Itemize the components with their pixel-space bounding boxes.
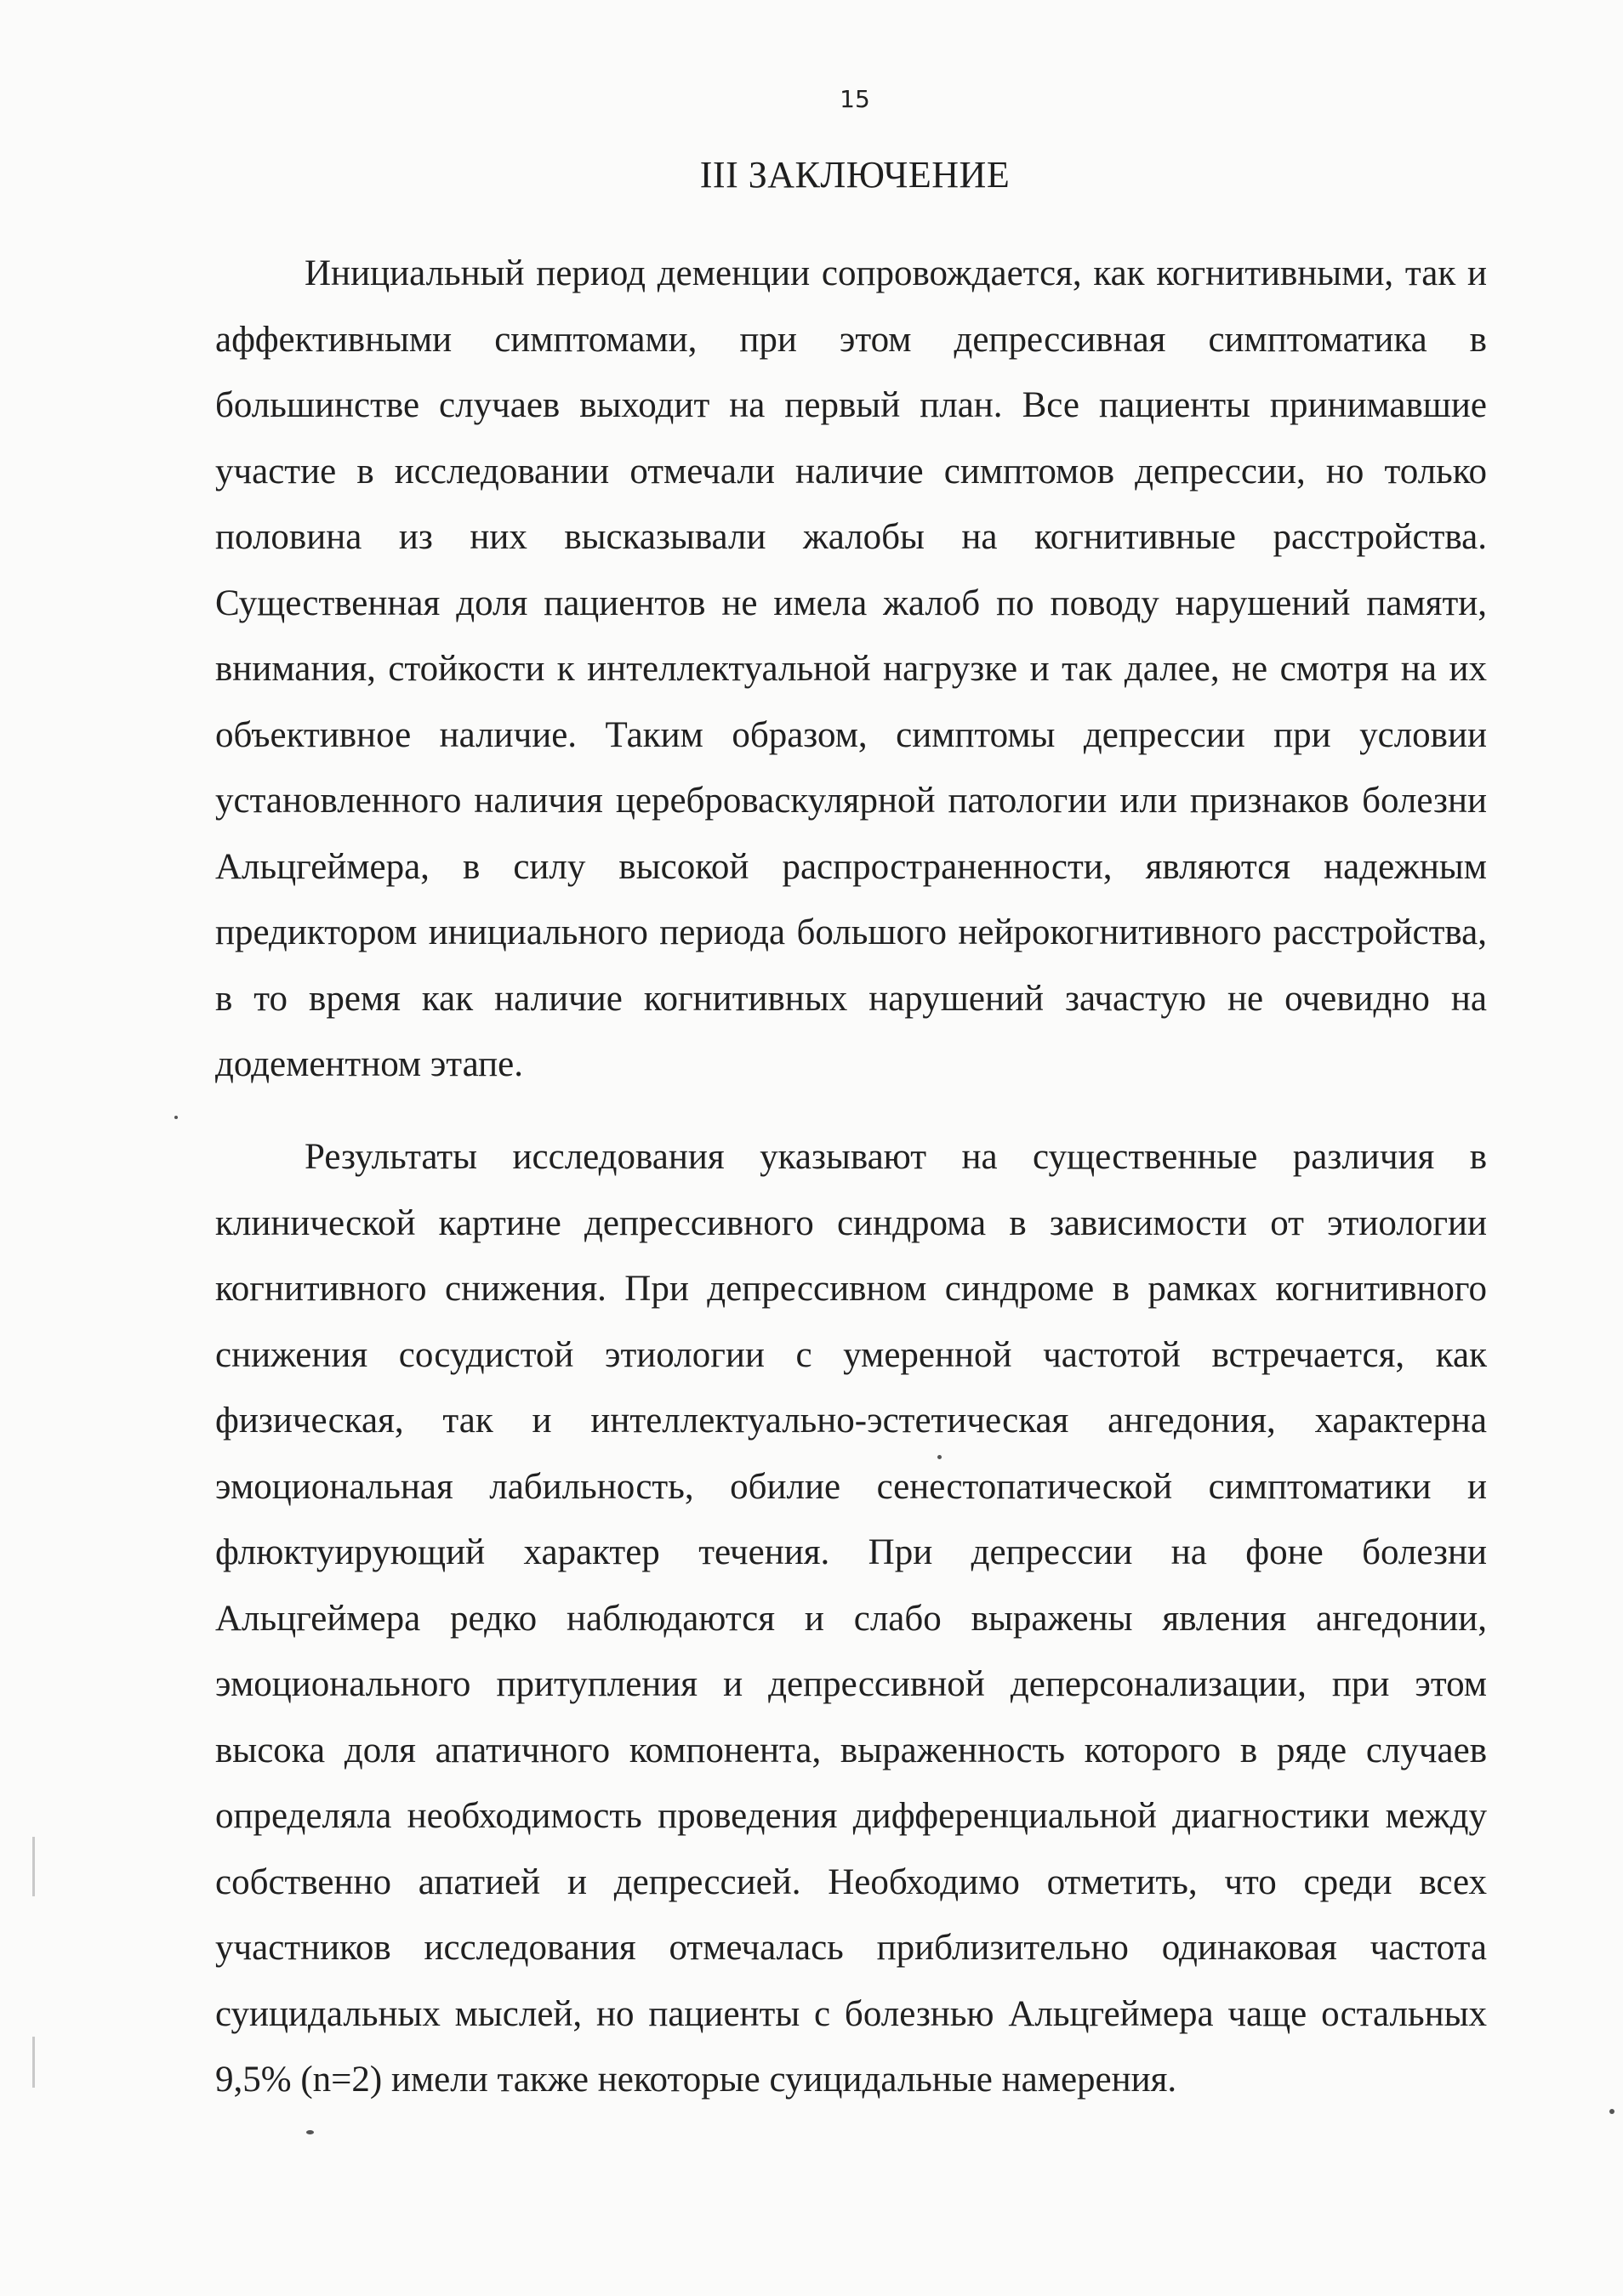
section-heading: III ЗАКЛЮЧЕНИЕ	[699, 154, 1011, 196]
scan-edge-mark	[32, 1837, 35, 1896]
scan-speck	[174, 1116, 178, 1119]
paragraph-2-text: Результаты исследования указывают на существенные различия в клинической картине депрессивного синдрома в зависимости от этиологии когнитивного снижения. При депрессивном синдроме в рамках когнитивного снижения сосудистой этиологии с умеренной частотой встречается, как физическая, так и интеллектуально-эстетическая ангедония, характерна эмоциональная лабильность, обилие сенестопатической симптоматики и флюктуирующий характер течения. При депрессии на фоне болезни Альцгеймера редко наблюдаются и слабо выражены явления ангедонии, эмоционального притупления и депрессивной деперсонализации, при этом высока доля апатичного компонента, выраженность которого в ряде случаев определяла необходимость проведения дифференциальной диагностики между собственно апатией и депрессией. Необходимо отметить, что среди всех участников исследования отмечалась приблизительно одинаковая частота суицидальных мыслей, но пациенты с болезнью Альцгеймера чаще остальных 9,5% (n=2) имели также некоторые суицидальные намерения.	[215, 1137, 1487, 2100]
scan-speck	[937, 1455, 942, 1459]
scan-speck	[1609, 2109, 1614, 2114]
paragraph-1-text: Инициальный период деменции сопровождается, как когнитивными, так и аффективными симптомами, при этом депрессивная симптоматика в большинстве случаев выходит на первый план. Все пациенты принимавшие участие в исследовании отмечали наличие симптомов депрессии, но только половина из них высказывали жалобы на когнитивные расстройства. Существенная доля пациентов не имела жалоб по поводу нарушений памяти, внимания, стойкости к интеллектуальной нагрузке и так далее, не смотря на их объективное наличие. Таким образом, симптомы депрессии при условии установленного наличия цереброваскулярной патологии или признаков болезни Альцгеймера, в силу высокой распространенности, являются надежным предиктором инициального периода большого нейрокогнитивного расстройства, в то время как наличие когнитивных нарушений зачастую не очевидно на додементном этапе.	[215, 253, 1487, 1084]
page-number: 15	[840, 85, 870, 113]
paragraph-1	[215, 241, 1487, 1098]
scan-speck	[306, 2130, 314, 2134]
paragraph-2	[215, 1124, 1487, 2113]
scan-edge-mark	[32, 2037, 35, 2088]
